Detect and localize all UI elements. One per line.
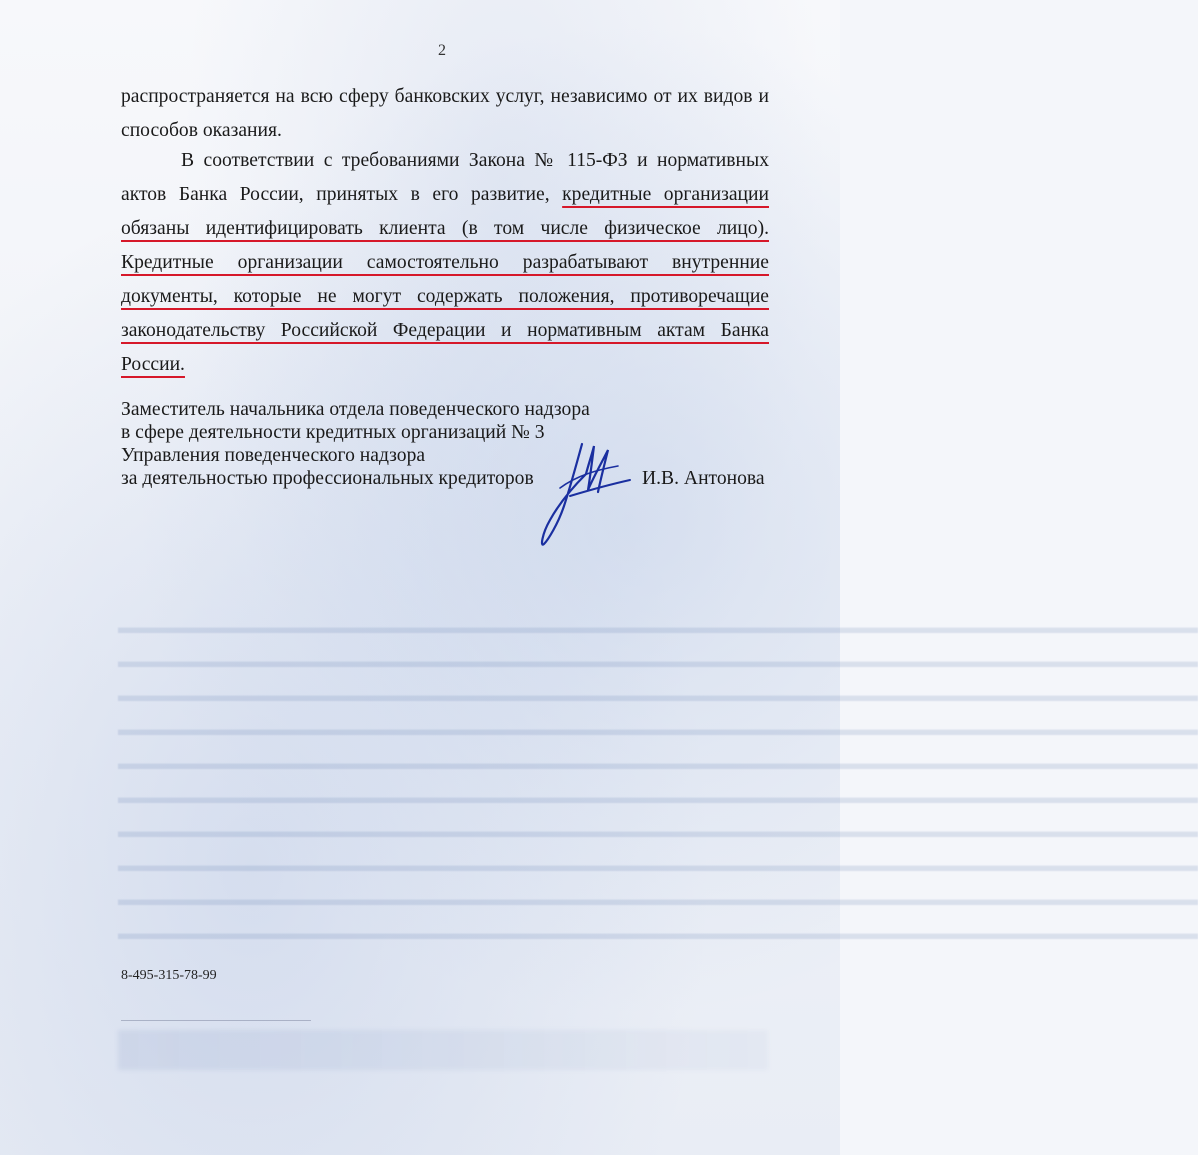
contact-phone: 8-495-315-78-99 [121, 968, 217, 983]
footnote-divider [121, 1020, 311, 1021]
signer-name: И.В. Антонова [642, 468, 765, 489]
signer-position-line-3: Управления поведенческого надзора [121, 445, 426, 466]
page-number: 2 [438, 42, 446, 59]
handwritten-signature [530, 436, 640, 556]
signer-position-line-4: за деятельностью профессиональных кредиторов [121, 468, 534, 489]
signature-block [121, 398, 590, 490]
signer-position-line-1: Заместитель начальника отдела поведенческого надзора [121, 399, 590, 420]
paragraph-1: распространяется на всю сферу банковских услуг, независимо от их видов и способов оказания. [121, 86, 769, 141]
signer-position-line-2: в сфере деятельности кредитных организаций № 3 [121, 422, 545, 443]
bleed-through-footnote [118, 1030, 768, 1070]
paragraph-2 [121, 144, 769, 382]
paragraph-2-start: В соответствии с требованиями Закона № 115-ФЗ и нормативных актов Банка России, принятых в его развитие, [121, 150, 769, 205]
underlined-requirement-1: кредитные организации обязаны идентифицировать клиента (в том числе физическое лицо). [121, 184, 769, 239]
bleed-through-background: ▬▬▬▬▬▬▬▬▬▬▬▬▬▬▬▬▬▬▬▬▬▬▬▬▬▬▬▬▬▬▬▬▬▬▬▬▬▬▬▬▬▬▬▬▬▬▬▬▬▬▬▬▬▬▬▬▬▬▬▬ ▬▬▬▬▬▬▬▬▬▬▬▬▬▬▬▬▬▬▬▬▬▬▬▬▬▬▬▬▬▬▬▬▬▬▬▬▬▬▬▬▬▬▬▬▬▬▬▬▬▬▬▬▬▬▬▬▬▬▬▬ ▬▬▬▬▬▬▬▬▬▬▬▬▬▬▬▬▬▬▬▬▬▬▬▬▬▬▬▬▬▬▬▬▬▬▬▬▬▬▬▬▬▬▬▬▬▬▬▬▬▬▬▬▬▬▬▬▬▬▬▬ ▬▬▬▬▬▬▬▬▬▬▬▬▬▬▬▬▬▬▬▬▬▬▬▬▬▬▬▬▬▬▬▬▬▬▬▬▬▬▬▬▬▬▬▬▬▬▬▬▬▬▬▬▬▬▬▬▬▬▬▬ ▬▬▬▬▬▬▬▬▬▬▬▬▬▬▬▬▬▬▬▬▬▬▬▬▬▬▬▬▬▬▬▬▬▬▬▬▬▬▬▬▬▬▬▬▬▬▬▬▬▬▬▬▬▬▬▬▬▬▬▬ ▬▬▬▬▬▬▬▬▬▬▬▬▬▬▬▬▬▬▬▬▬▬▬▬▬▬▬▬▬▬▬▬▬▬▬▬▬▬▬▬▬▬▬▬▬▬▬▬▬▬▬▬▬▬▬▬▬▬▬▬ ▬▬▬▬▬▬▬▬▬▬▬▬▬▬▬▬▬▬▬▬▬▬▬▬▬▬▬▬▬▬▬▬▬▬▬▬▬▬▬▬▬▬▬▬▬▬▬▬▬▬▬▬▬▬▬▬▬▬▬▬ ▬▬▬▬▬▬▬▬▬▬▬▬▬▬▬▬▬▬▬▬▬▬▬▬▬▬▬▬▬▬▬▬▬▬▬▬▬▬▬▬▬▬▬▬▬▬▬▬▬▬▬▬▬▬▬▬▬▬▬▬ ▬▬▬▬▬▬▬▬▬▬▬▬▬▬▬▬▬▬▬▬▬▬▬▬▬▬▬▬▬▬▬▬▬▬▬▬▬▬▬▬▬▬▬▬▬▬▬▬▬▬▬▬▬▬▬▬▬▬▬▬ ▬▬▬▬▬▬▬▬▬▬▬▬▬▬▬▬▬▬▬▬▬▬▬▬▬▬▬▬▬▬▬▬▬▬▬▬▬▬▬▬▬▬▬▬▬▬▬▬▬▬▬▬▬▬▬▬▬▬▬▬ [118, 617, 1198, 943]
underlined-requirement-2: Кредитные организации самостоятельно разрабатывают внутренние документы, которые не могут содержать положения, противоречащие законодательству Российской Федерации и нормативным актам Банка России. [121, 252, 769, 375]
